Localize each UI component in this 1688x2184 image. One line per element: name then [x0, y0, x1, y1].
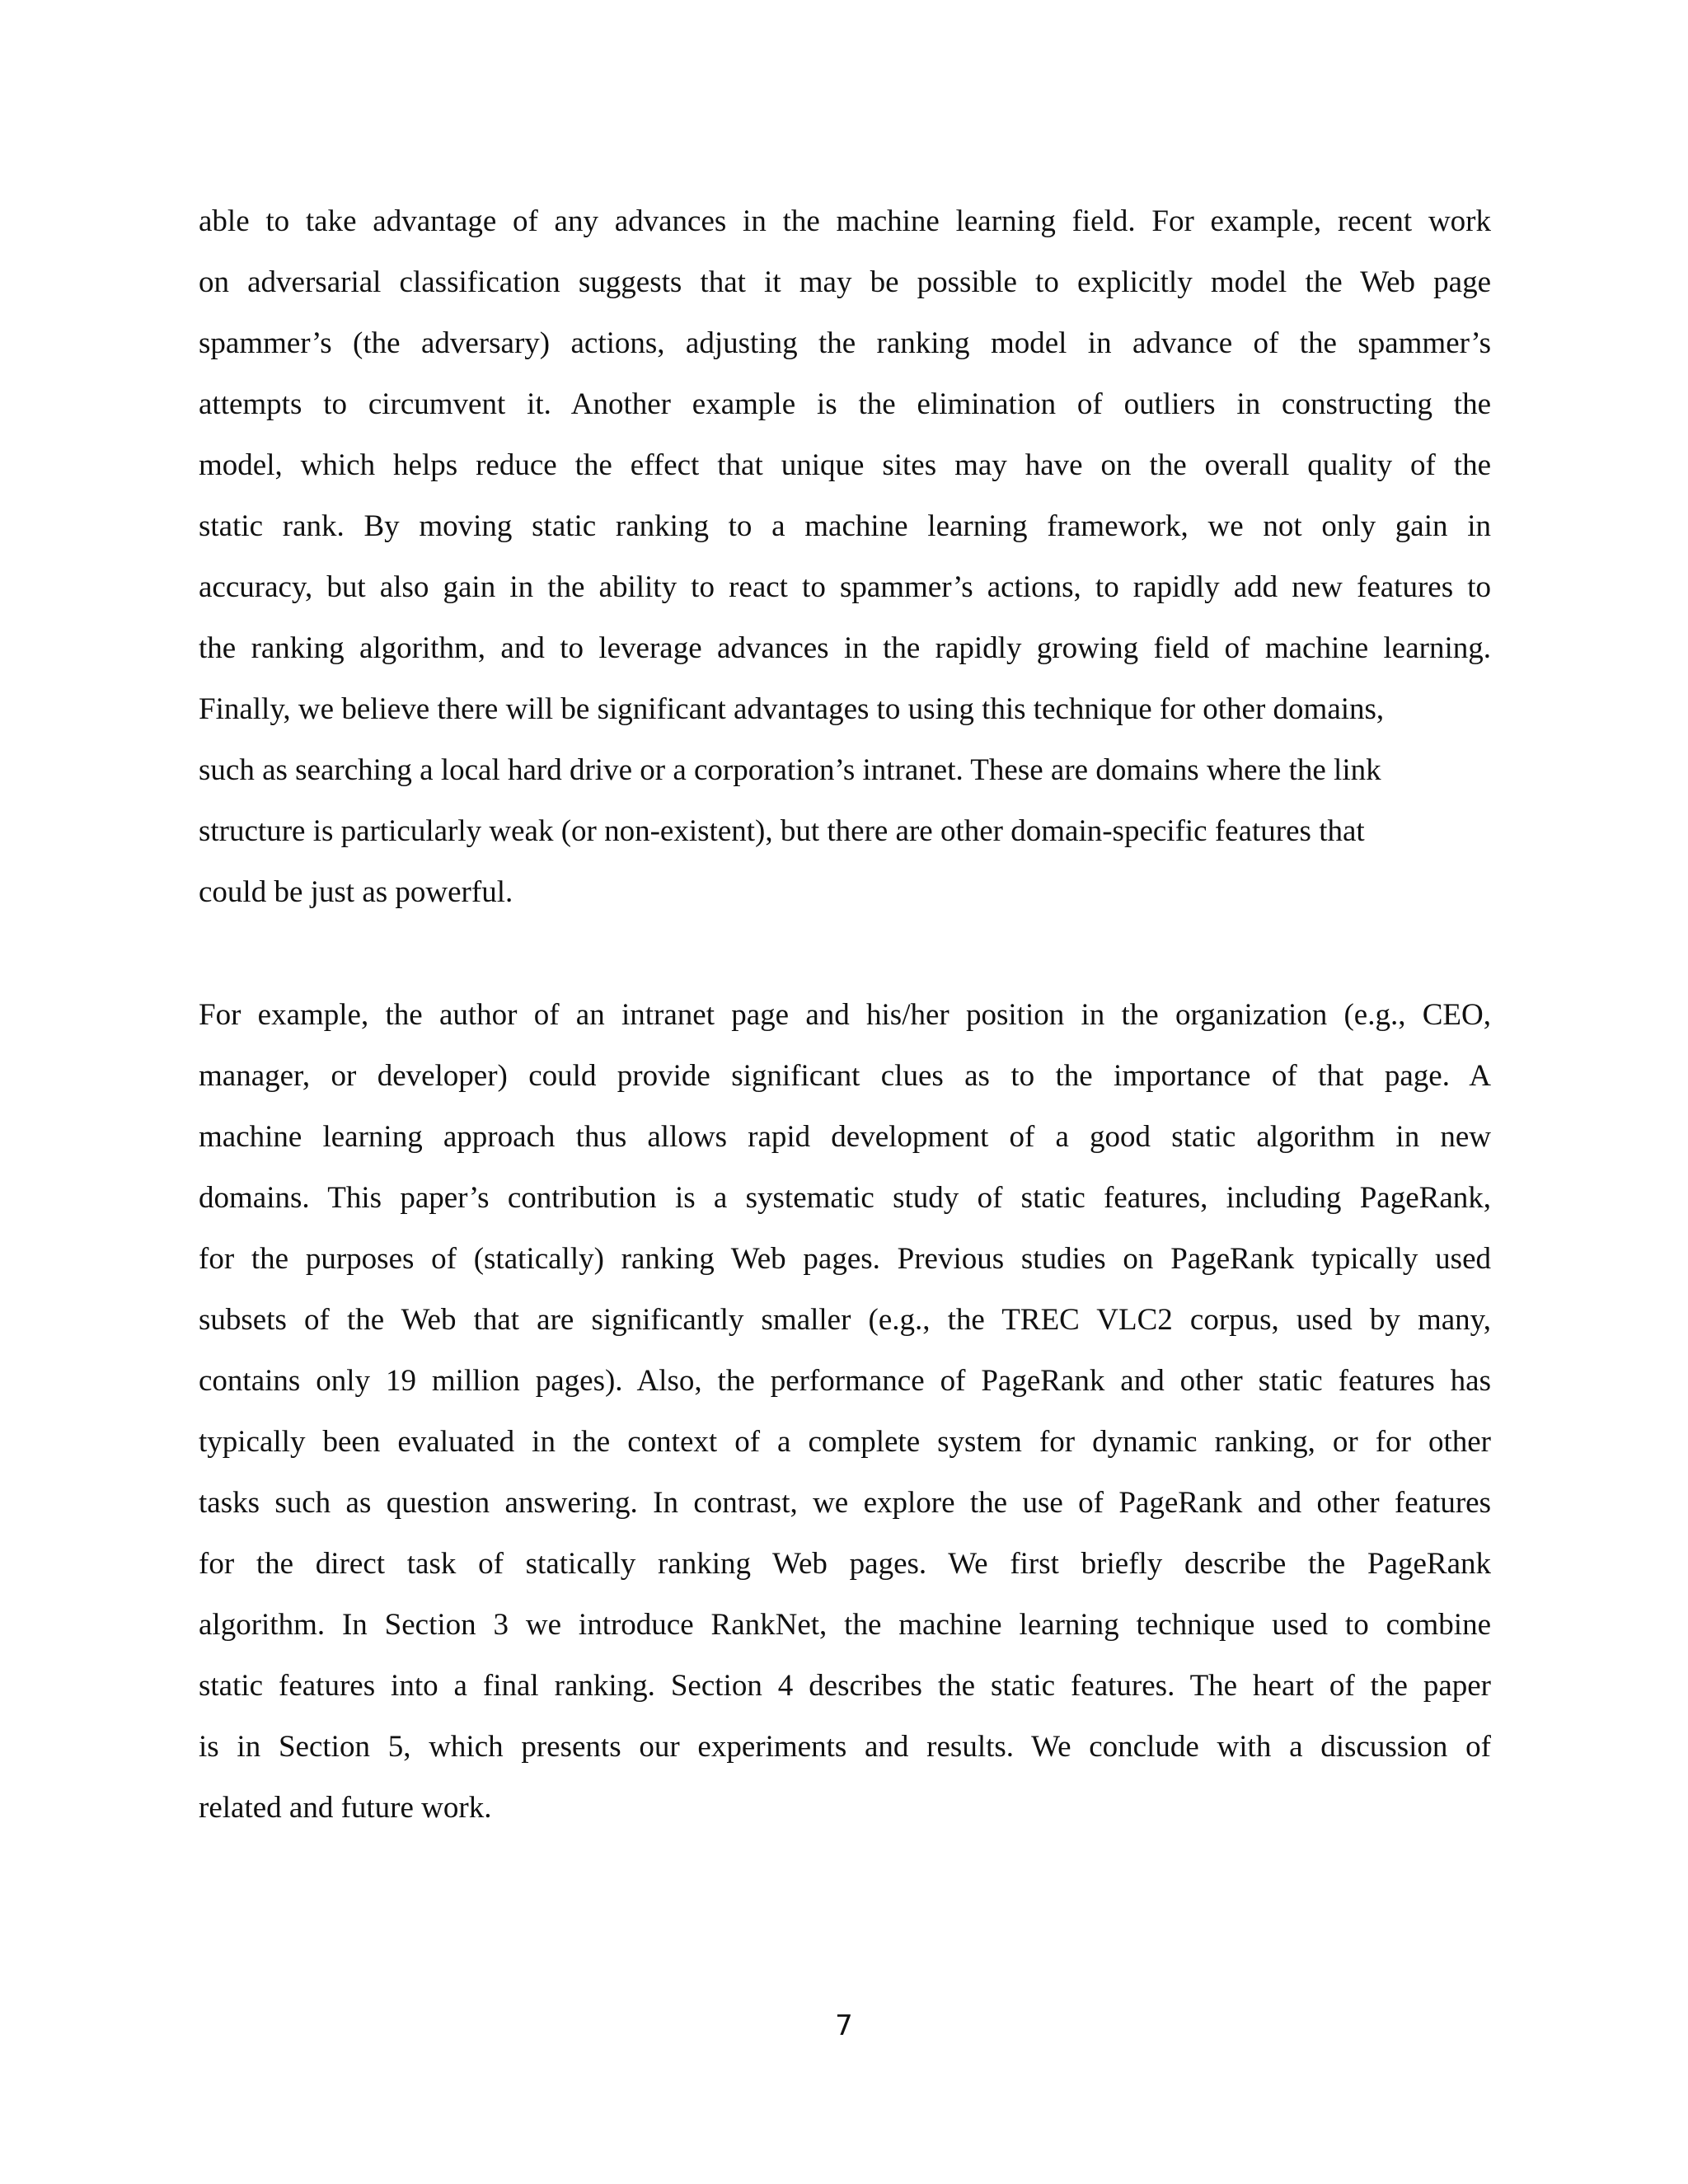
paragraph-2: [199, 985, 1491, 1839]
paragraph-line: For example, the author of an intranet page and his/her position in the organization (e.g., CEO,: [199, 998, 1491, 1032]
paragraph-line: typically been evaluated in the context of a complete system for dynamic ranking, or for other: [199, 1425, 1491, 1459]
paragraph-line: on adversarial classification suggests that it may be possible to explicitly model the Web page: [199, 265, 1491, 299]
paragraph-line: machine learning approach thus allows rapid development of a good static algorithm in new: [199, 1120, 1491, 1154]
paragraph-line: is in Section 5, which presents our experiments and results. We conclude with a discussion of: [199, 1730, 1491, 1764]
paragraph-line: for the direct task of statically ranking Web pages. We first briefly describe the PageRank: [199, 1547, 1491, 1581]
paragraph-line: able to take advantage of any advances in the machine learning field. For example, recent work: [199, 204, 1491, 238]
paragraph-line: manager, or developer) could provide significant clues as to the importance of that page. A: [199, 1059, 1491, 1093]
paragraph-line: domains. This paper’s contribution is a systematic study of static features, including PageRank,: [199, 1181, 1491, 1215]
paragraph-1: [199, 191, 1491, 923]
page-number: 7: [835, 2009, 853, 2042]
paragraph-line: Finally, we believe there will be significant advantages to using this technique for other domains,: [199, 692, 1385, 726]
paragraph-line: such as searching a local hard drive or a corporation’s intranet. These are domains where the link: [199, 753, 1381, 787]
paragraph-line: spammer’s (the adversary) actions, adjusting the ranking model in advance of the spammer’s: [199, 326, 1491, 360]
paragraph-line: static rank. By moving static ranking to a machine learning framework, we not only gain in: [199, 509, 1491, 543]
paragraph-line: the ranking algorithm, and to leverage advances in the rapidly growing field of machine learning.: [199, 631, 1491, 665]
paragraph-line: tasks such as question answering. In contrast, we explore the use of PageRank and other features: [199, 1486, 1491, 1520]
paragraph-line: structure is particularly weak (or non-existent), but there are other domain-specific features that: [199, 814, 1365, 848]
paragraph-line: subsets of the Web that are significantly smaller (e.g., the TREC VLC2 corpus, used by many,: [199, 1303, 1491, 1337]
paragraph-line: related and future work.: [199, 1791, 492, 1825]
paragraph-line: accuracy, but also gain in the ability to react to spammer’s actions, to rapidly add new features to: [199, 570, 1491, 604]
paragraph-line: attempts to circumvent it. Another example is the elimination of outliers in constructing the: [199, 387, 1491, 421]
paragraph-line: could be just as powerful.: [199, 875, 513, 909]
paragraph-line: static features into a final ranking. Section 4 describes the static features. The heart of the paper: [199, 1669, 1491, 1703]
paragraph-line: algorithm. In Section 3 we introduce RankNet, the machine learning technique used to combine: [199, 1608, 1491, 1642]
paragraph-line: model, which helps reduce the effect that unique sites may have on the overall quality of the: [199, 448, 1491, 482]
paragraph-line: contains only 19 million pages). Also, the performance of PageRank and other static features has: [199, 1364, 1491, 1398]
paragraph-line: for the purposes of (statically) ranking Web pages. Previous studies on PageRank typically used: [199, 1242, 1491, 1276]
